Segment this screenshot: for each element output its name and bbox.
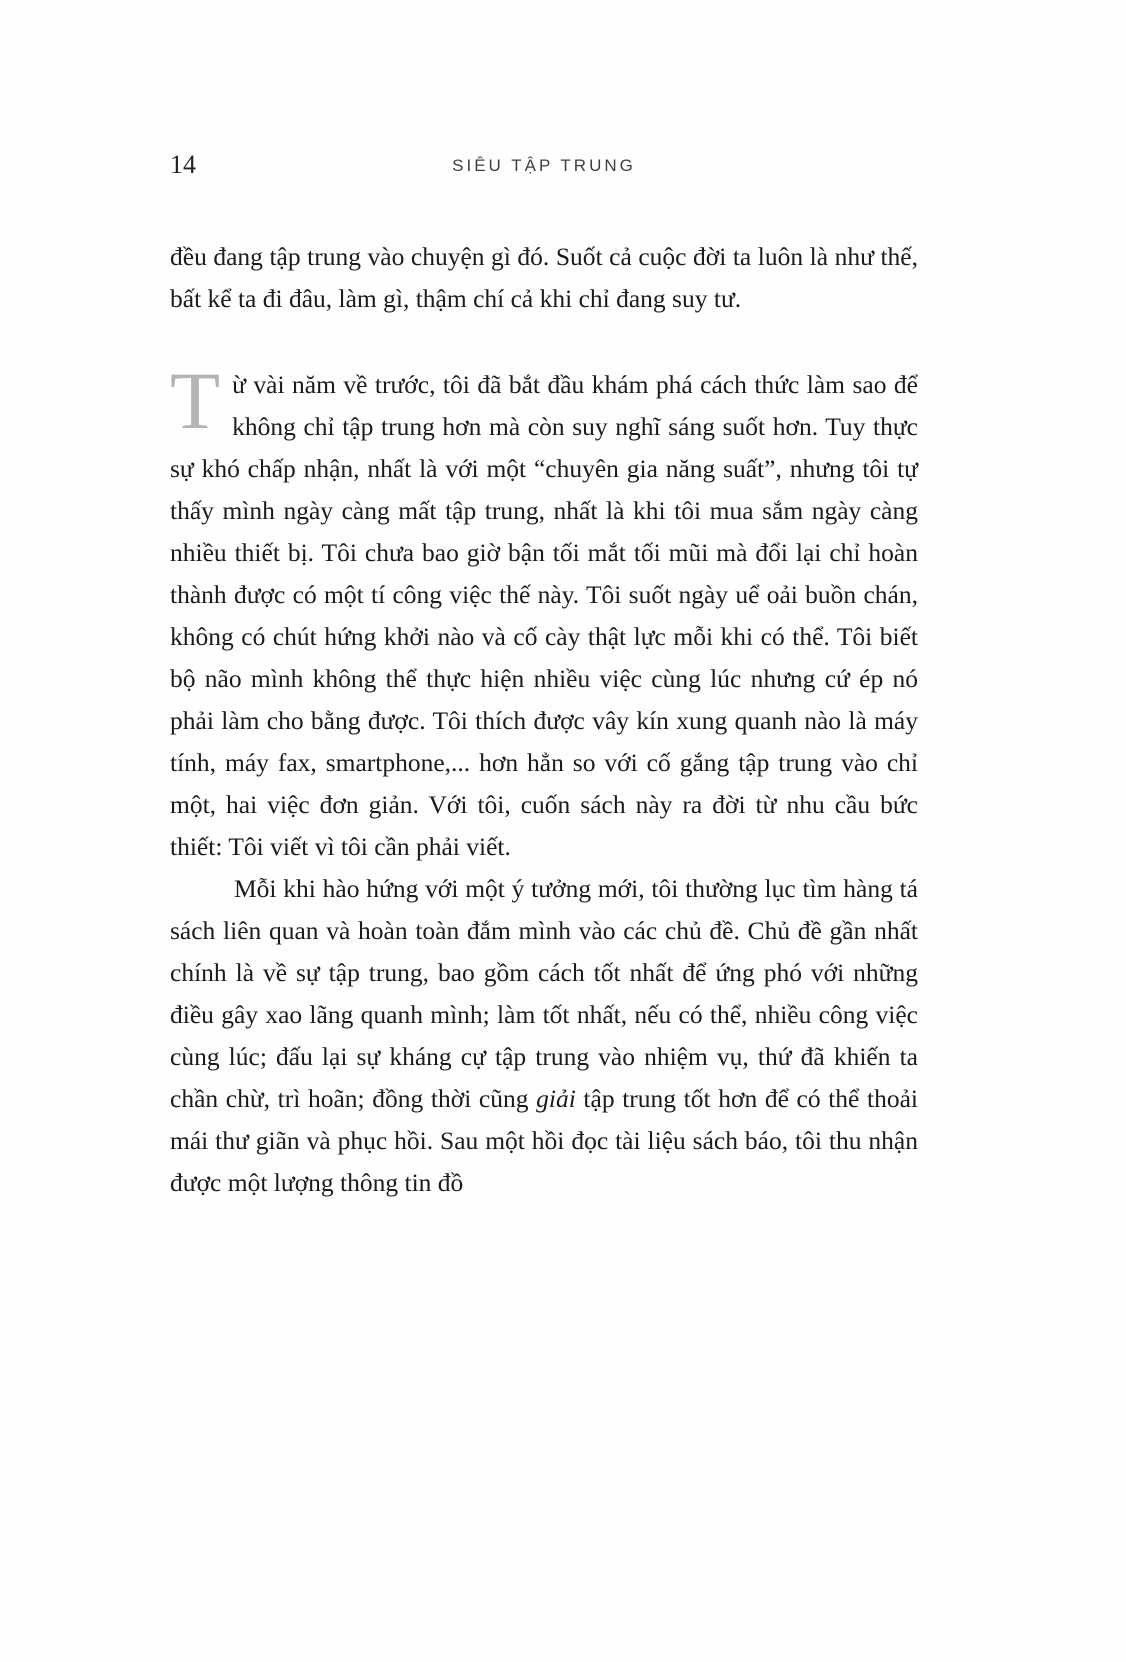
drop-cap-letter: T	[170, 355, 221, 446]
page-body	[170, 236, 918, 1204]
page-number: 14	[170, 150, 196, 179]
paragraph-continued: đều đang tập trung vào chuyện gì đó. Suốt cả cuộc đời ta luôn là như thế, bất kể ta đi đâu, làm gì, thậm chí cả khi chỉ đang suy tư.	[170, 242, 918, 313]
paragraph-indented-italic-word: giải	[536, 1084, 576, 1113]
paragraph-indented-text-1: Mỗi khi hào hứng với một ý tưởng mới, tôi thường lục tìm hàng tá sách liên quan và hoàn toàn đắm mình vào các chủ đề. Chủ đề gần nhất chính là về sự tập trung, bao gồm cách tốt nhất để ứng phó với những điều gây xao lãng quanh mình; làm tốt nhất, nếu có thể, nhiều công việc cùng lúc; đấu lại sự kháng cự tập trung vào nhiệm vụ, thứ đã khiến ta chần chừ, trì hoãn; đồng thời cũng	[170, 874, 918, 1113]
paragraph-dropcap	[170, 355, 918, 868]
page-header	[170, 150, 918, 182]
running-title: SIÊU TẬP TRUNG	[452, 156, 636, 175]
paragraph-indented	[170, 868, 918, 1204]
paragraph-indented-text-2: tập trung tốt hơn để có thể thoải mái thư giãn và phục hồi. Sau một hồi đọc tài liệu sách báo, tôi thu nhận được một lượng thông tin đồ	[170, 1084, 918, 1197]
paragraph-dropcap-text: ừ vài năm về trước, tôi đã bắt đầu khám phá cách thức làm sao để không chỉ tập trung hơn mà còn suy nghĩ sáng suốt hơn. Tuy thực sự khó chấp nhận, nhất là với một “chuyên gia năng suất”, nhưng tôi tự thấy mình ngày càng mất tập trung, nhất là khi tôi mua sắm ngày càng nhiều thiết bị. Tôi chưa bao giờ bận tối mắt tối mũi mà đổi lại chỉ hoàn thành được có một tí công việc thế này. Tôi suốt ngày uể oải buồn chán, không có chút hứng khởi nào và cố cày thật lực mỗi khi có thể. Tôi biết bộ não mình không thể thực hiện nhiều việc cùng lúc nhưng cứ ép nó phải làm cho bằng được. Tôi thích được vây kín xung quanh nào là máy tính, máy fax, smartphone,... hơn hẳn so với cố gắng tập trung vào chỉ một, hai việc đơn giản. Với tôi, cuốn sách này ra đời từ nhu cầu bức thiết: Tôi viết vì tôi cần phải viết.	[170, 370, 918, 861]
